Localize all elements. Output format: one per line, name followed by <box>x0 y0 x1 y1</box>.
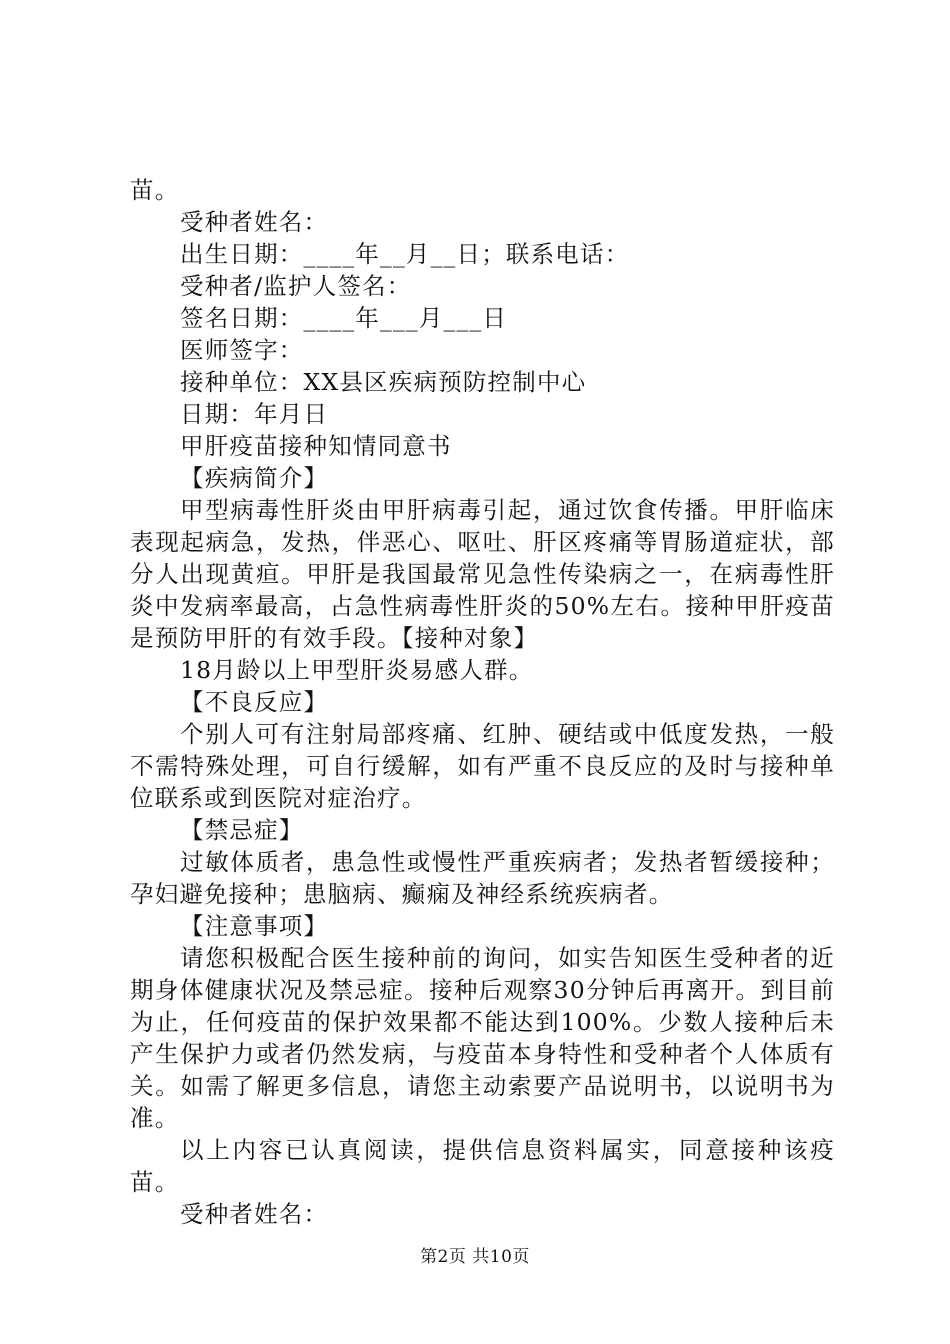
guardian-signature-label: 受种者/监护人签名： <box>180 272 412 300</box>
paragraph-disease-intro: 甲型病毒性肝炎由甲肝病毒引起，通过饮食传播。甲肝临床表现起病急，发热，伴恶心、呕吐、肝区疼痛等胃肠道症状，部分人出现黄疸。甲肝是我国最常见急性传染病之一，在病毒性肝炎中发病率最高，占急性病毒性肝炎的50%左右。接种甲肝疫苗是预防甲肝的有效手段。【接种对象】 <box>130 496 835 652</box>
paragraph-consent: 以上内容已认真阅读，提供信息资料属实，同意接种该疫苗。 <box>130 1136 835 1196</box>
recipient-name-label: 受种者姓名： <box>180 1200 329 1228</box>
recipient-name-label: 受种者姓名： <box>180 208 329 236</box>
page-number-footer: 第2页 共10页 <box>420 1247 530 1267</box>
date-line: 日期：年月日 <box>180 400 329 428</box>
signature-date-line: 签名日期：____年___月___日 <box>180 304 508 332</box>
document-title: 甲肝疫苗接种知情同意书 <box>180 432 452 460</box>
section-heading-adverse-reactions: 【不良反应】 <box>180 688 329 716</box>
paragraph-contraindications: 过敏体质者，患急性或慢性严重疾病者；发热者暂缓接种；孕妇避免接种；患脑病、癫痫及神经系统疾病者。 <box>130 848 835 908</box>
paragraph-adverse-reactions: 个别人可有注射局部疼痛、红肿、硬结或中低度发热，一般不需特殊处理，可自行缓解，如有严重不良反应的及时与接种单位联系或到医院对症治疗。 <box>130 720 835 812</box>
section-heading-contraindications: 【禁忌症】 <box>180 816 304 844</box>
doctor-signature-label: 医师签字： <box>180 336 304 364</box>
paragraph-precautions: 请您积极配合医生接种前的询问，如实告知医生受种者的近期身体健康状况及禁忌症。接种后观察30分钟后再离开。到目前为止，任何疫苗的保护效果都不能达到100%。少数人接种后未产生保护力或者仍然发病，与疫苗本身特性和受种者个人体质有关。如需了解更多信息，请您主动索要产品说明书，以说明书为准。 <box>130 944 835 1132</box>
birth-date-phone-line: 出生日期：____年__月__日；联系电话： <box>180 240 630 268</box>
section-heading-precautions: 【注意事项】 <box>180 912 329 940</box>
document-body <box>130 174 835 1230</box>
target-population-line: 18月龄以上甲型肝炎易感人群。 <box>180 656 534 684</box>
vaccination-unit-line: 接种单位：XX县区疾病预防控制中心 <box>180 368 587 396</box>
section-heading-disease-intro: 【疾病简介】 <box>180 464 329 492</box>
continuation-line: 苗。 <box>130 176 180 204</box>
